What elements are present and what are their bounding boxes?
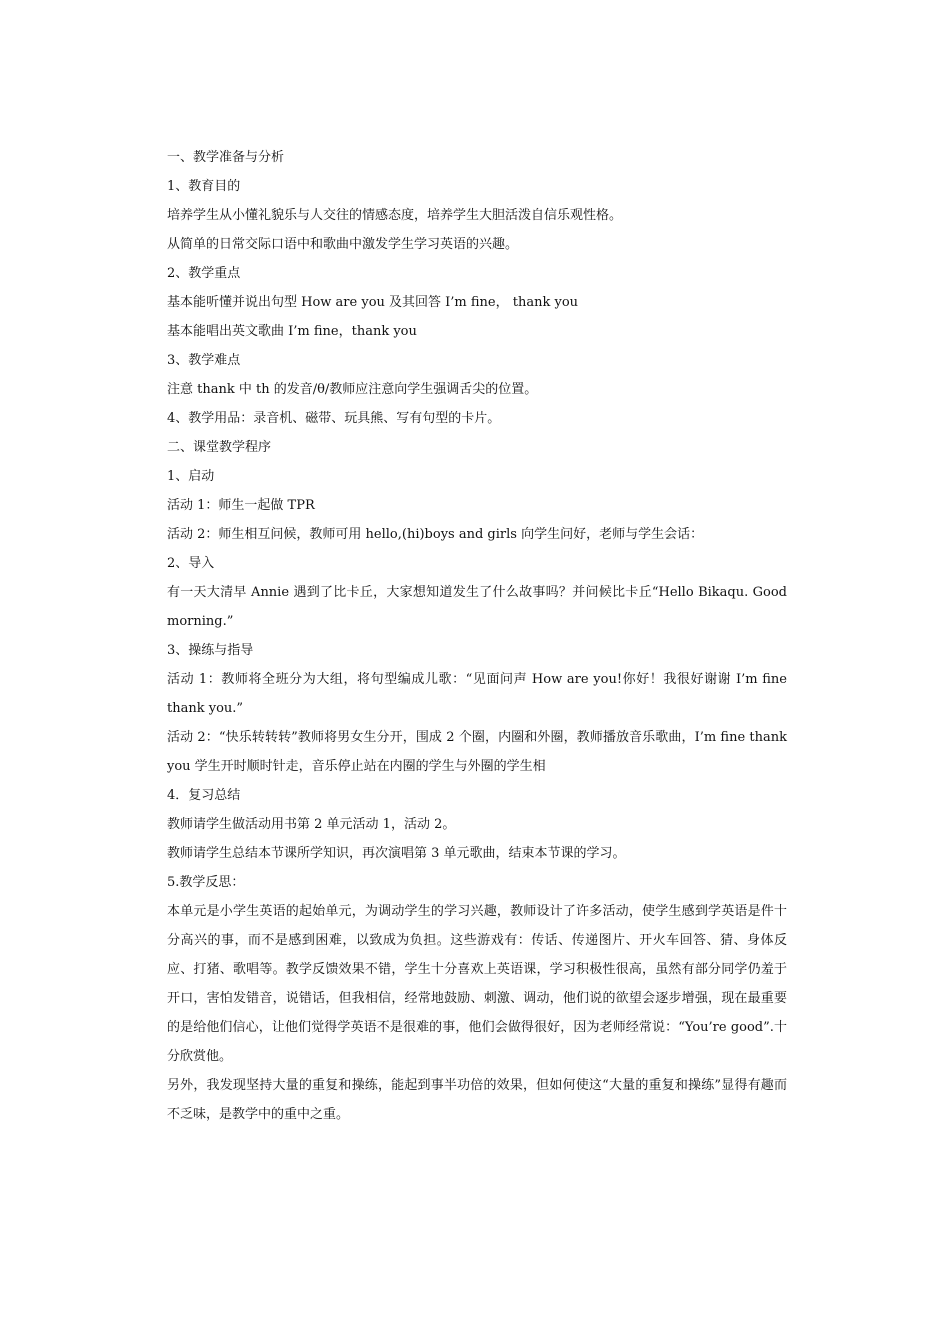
subheading-review: 4．复习总结 — [167, 788, 241, 803]
subheading-reflection: 5.教学反思： — [167, 875, 245, 890]
subheading-intro: 2、导入 — [167, 556, 215, 571]
subheading-practice: 3、操练与指导 — [167, 643, 254, 658]
section-heading-procedure: 二、课堂教学程序 — [167, 440, 272, 455]
subheading-difficulties: 3、教学难点 — [167, 353, 241, 368]
text-line: 活动 2：师生相互问候，教师可用 hello,(hi)boys and girls 向学生问好，老师与学生会话： — [167, 527, 704, 542]
subheading-education-goal: 1、教育目的 — [167, 179, 241, 194]
text-line: 教师请学生总结本节课所学知识，再次演唱第 3 单元歌曲，结束本节课的学习。 — [167, 846, 626, 861]
text-line: 培养学生从小懂礼貌乐与人交往的情感态度，培养学生大胆活泼自信乐观性格。 — [167, 208, 623, 223]
text-line: 4、教学用品：录音机、磁带、玩具熊、写有句型的卡片。 — [167, 411, 501, 426]
paragraph-activity-1: 活动 1：教师将全班分为大组，将句型编成儿歌：“见面问声 How are you!你好！我很好谢谢 I’m fine thank you.” — [167, 672, 787, 716]
text-line: 基本能唱出英文歌曲 I’m fine，thank you — [167, 324, 417, 339]
text-line: 活动 1：师生一起做 TPR — [167, 498, 315, 513]
subheading-start: 1、启动 — [167, 469, 215, 484]
text-line: 注意 thank 中 th 的发音/θ/教师应注意向学生强调舌尖的位置。 — [167, 382, 538, 397]
text-line: 从简单的日常交际口语中和歌曲中激发学生学习英语的兴趣。 — [167, 237, 519, 252]
paragraph-activity-2: 活动 2：“快乐转转转”教师将男女生分开，围成 2 个圈，内圈和外圈，教师播放音乐歌曲，I’m fine thank you 学生开时顺时针走，音乐停止站在内圈的学生与外圈的学生相 — [167, 730, 787, 774]
document-body — [167, 143, 787, 1129]
paragraph-reflection-2: 另外，我发现坚持大量的重复和操练，能起到事半功倍的效果，但如何使这“大量的重复和操练”显得有趣而不乏味，是教学中的重中之重。 — [167, 1078, 787, 1122]
text-line: 教师请学生做活动用书第 2 单元活动 1，活动 2。 — [167, 817, 456, 832]
subheading-key-points: 2、教学重点 — [167, 266, 241, 281]
section-heading-preparation: 一、教学准备与分析 — [167, 150, 285, 165]
paragraph-intro: 有一天大清早 Annie 遇到了比卡丘，大家想知道发生了什么故事吗？并问候比卡丘“Hello Bikaqu. Good morning.” — [167, 585, 787, 629]
paragraph-reflection-1: 本单元是小学生英语的起始单元，为调动学生的学习兴趣，教师设计了许多活动，使学生感到学英语是件十分高兴的事，而不是感到困难，以致成为负担。这些游戏有：传话、传递图片、开火车回答、猜、身体反应、打猪、歌唱等。教学反馈效果不错，学生十分喜欢上英语课，学习积极性很高，虽然有部分同学仍羞于开口，害怕发错音，说错话，但我相信，经常地鼓励、刺激、调动，他们说的欲望会逐步增强，现在最重要的是给他们信心，让他们觉得学英语不是很难的事，他们会做得很好，因为老师经常说：“You’re good”.十分欣赏他。 — [167, 904, 787, 1064]
text-line: 基本能听懂并说出句型 How are you 及其回答 I’m fine， thank you — [167, 295, 579, 310]
